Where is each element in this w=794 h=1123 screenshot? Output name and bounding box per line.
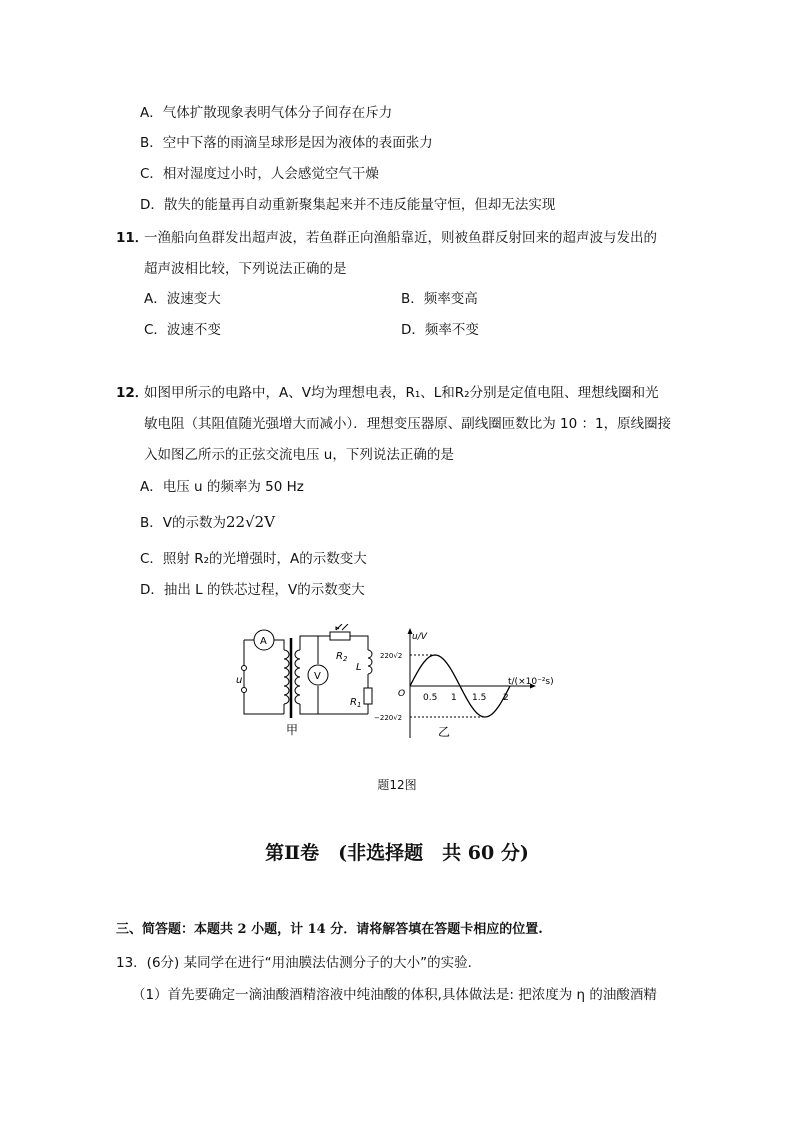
x-tick-1-5: 1.5 (472, 693, 487, 703)
x-tick-1: 1 (451, 693, 457, 703)
secondary-coil (295, 650, 300, 704)
q12-option-d: D．抽出 L 的铁芯过程，V的示数变大 (140, 582, 365, 598)
r1-label: $R_1$ (350, 697, 362, 709)
q11-stem-line1: 一渔船向鱼群发出超声波，若鱼群正向渔船靠近，则被鱼群反射回来的超声波与发出的 (144, 230, 657, 246)
x-tick-0-5: 0.5 (423, 693, 438, 703)
q12-option-c: C．照射 R₂的光增强时，A的示数变大 (140, 551, 367, 567)
q12-figure (232, 624, 562, 742)
section-2-title: 第Ⅱ卷 (非选择题 共 60 分) (265, 842, 529, 864)
x-tick-2: 2 (503, 693, 509, 703)
q13-line1: 13．(6分) 某同学在进行“用油膜法估测分子的大小”的实验． (116, 955, 482, 971)
q11-option-c: C．波速不变 (144, 322, 221, 338)
q12-option-b-prefix: B．V的示数为 (140, 515, 226, 531)
q13-line2: （1）首先要确定一滴油酸酒精溶液中纯油酸的体积,具体做法是: 把浓度为 η 的油酸酒精 (132, 987, 657, 1003)
y-bottom-label: −220√2 (374, 714, 403, 722)
l-label: L (356, 662, 362, 673)
q12-option-a: A．电压 u 的频率为 50 Hz (140, 479, 304, 495)
source-label: u (236, 675, 243, 686)
q10-option-c: C．相对湿度过小时，人会感觉空气干燥 (140, 166, 379, 182)
q12-option-b (140, 513, 275, 532)
voltmeter-label: V (314, 671, 321, 682)
q11-stem-line2: 超声波相比较，下列说法正确的是 (144, 261, 347, 277)
inductor-l (368, 650, 372, 674)
q10-option-a: A．气体扩散现象表明气体分子间存在斥力 (140, 105, 393, 121)
figure-label-jia: 甲 (286, 723, 299, 737)
q10-option-d: D．散失的能量再自动重新聚集起来并不违反能量守恒，但却无法实现 (140, 197, 556, 213)
y-top-label: 220√2 (380, 652, 403, 660)
source-terminal-top (242, 666, 247, 671)
origin-label: O (398, 689, 406, 699)
section-3-heading: 三、简答题：本题共 2 小题，计 14 分．请将解答填在答题卡相应的位置. (116, 922, 543, 937)
r2-label: $R_2$ (336, 651, 348, 663)
q10-option-b: B．空中下落的雨滴呈球形是因为液体的表面张力 (140, 135, 433, 151)
q12-stem-line1: 如图甲所示的电路中，A、V均为理想电表，R₁、L和R₂分别是定值电阻、理想线圈和光 (144, 385, 659, 401)
ammeter-label: A (260, 636, 267, 647)
waveform-chart-yi (374, 628, 554, 739)
q12-stem-line3: 入如图乙所示的正弦交流电压 u，下列说法正确的是 (144, 447, 454, 463)
photoresistor-r2 (330, 632, 350, 640)
q11-option-b: B．频率变高 (401, 291, 478, 307)
q11-number: 11． (116, 230, 149, 246)
figure-caption: 题12图 (377, 778, 417, 792)
source-terminal-bottom (242, 688, 247, 693)
primary-coil (284, 650, 289, 704)
q12-number: 12． (116, 385, 149, 401)
x-axis-label: t/(×10⁻²s) (508, 677, 554, 687)
q11-option-d: D．频率不变 (401, 322, 479, 338)
q12-option-b-value: 22√2V (226, 513, 276, 531)
q11-option-a: A．波速变大 (144, 291, 221, 307)
y-axis-label: u/V (412, 632, 427, 642)
q12-stem-line2: 敏电阻（其阻值随光强增大而减小）．理想变压器原、副线圈匝数比为 10 ：1，原线圈接 (144, 416, 672, 432)
resistor-r1 (364, 688, 372, 704)
figure-label-yi: 乙 (438, 725, 451, 739)
